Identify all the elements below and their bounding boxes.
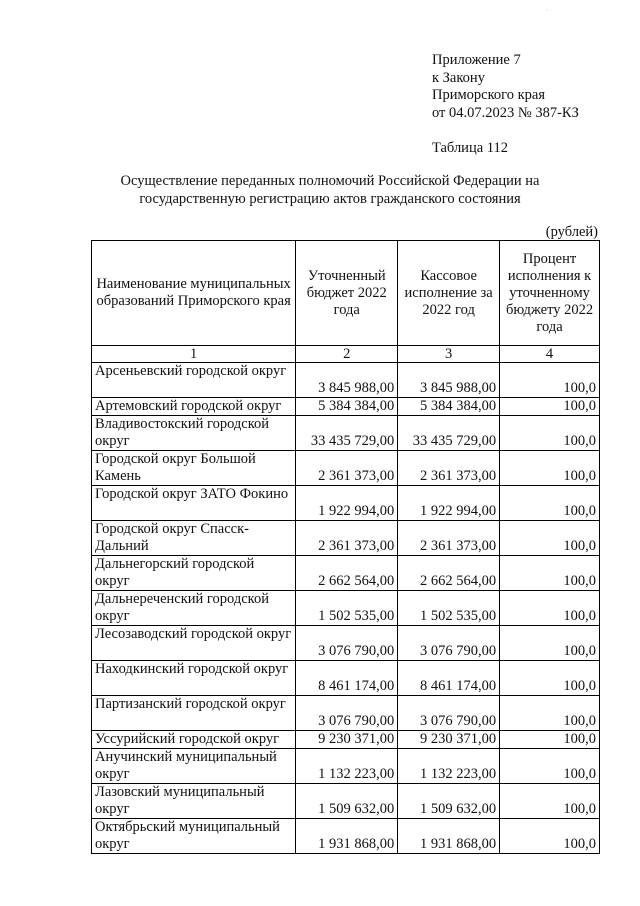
table-row xyxy=(92,486,600,521)
budget-value: 8 461 174,00 xyxy=(296,661,398,696)
table-number: Таблица 112 xyxy=(432,140,508,156)
municipality-name: Дальнереченский городской округ xyxy=(92,591,296,626)
annex-line: от 04.07.2023 № 387-КЗ xyxy=(432,104,579,121)
budget-value: 1 502 535,00 xyxy=(296,591,398,626)
table-row xyxy=(92,451,600,486)
municipality-name: Городской округ ЗАТО Фокино xyxy=(92,486,296,521)
municipality-name: Находкинский городской округ xyxy=(92,661,296,696)
percent-value: 100,0 xyxy=(500,696,600,731)
column-header-execution: Кассовое исполнение за 2022 год xyxy=(398,241,500,346)
table-row xyxy=(92,556,600,591)
annex-reference xyxy=(432,52,579,122)
municipality-name: Артемовский городской округ xyxy=(92,398,296,416)
table-row xyxy=(92,731,600,749)
budget-value: 1 922 994,00 xyxy=(296,486,398,521)
execution-value: 2 361 373,00 xyxy=(398,521,500,556)
budget-table xyxy=(91,240,600,854)
municipality-name: Городской округ Спасск-Дальний xyxy=(92,521,296,556)
table-row xyxy=(92,749,600,784)
percent-value: 100,0 xyxy=(500,591,600,626)
annex-line: Приморского края xyxy=(432,87,546,103)
execution-value: 1 502 535,00 xyxy=(398,591,500,626)
column-number: 2 xyxy=(296,346,398,363)
percent-value: 100,0 xyxy=(500,363,600,398)
title-line: государственную регистрацию актов гражданского состояния xyxy=(139,191,521,207)
percent-value: 100,0 xyxy=(500,486,600,521)
column-number: 3 xyxy=(398,346,500,363)
execution-value: 3 076 790,00 xyxy=(398,626,500,661)
budget-value: 5 384 384,00 xyxy=(296,398,398,416)
table-row xyxy=(92,591,600,626)
percent-value: 100,0 xyxy=(500,626,600,661)
municipality-name: Городской округ Большой Камень xyxy=(92,451,296,486)
annex-line: Приложение 7 xyxy=(432,52,521,68)
column-number-row xyxy=(92,346,600,363)
column-number: 4 xyxy=(500,346,600,363)
budget-value: 2 361 373,00 xyxy=(296,521,398,556)
table-row xyxy=(92,398,600,416)
column-number: 1 xyxy=(92,346,296,363)
municipality-name: Лазовский муниципальный округ xyxy=(92,784,296,819)
column-header-name: Наименование муниципальных образований Приморского края xyxy=(92,241,296,346)
title-line: Осуществление переданных полномочий Российской Федерации на xyxy=(120,173,540,189)
budget-value: 3 076 790,00 xyxy=(296,626,398,661)
percent-value: 100,0 xyxy=(500,749,600,784)
document-title xyxy=(60,172,600,208)
table-row xyxy=(92,363,600,398)
percent-value: 100,0 xyxy=(500,731,600,749)
execution-value: 5 384 384,00 xyxy=(398,398,500,416)
percent-value: 100,0 xyxy=(500,556,600,591)
percent-value: 100,0 xyxy=(500,819,600,854)
execution-value: 2 361 373,00 xyxy=(398,451,500,486)
percent-value: 100,0 xyxy=(500,398,600,416)
percent-value: 100,0 xyxy=(500,784,600,819)
table-row xyxy=(92,521,600,556)
table-row xyxy=(92,416,600,451)
budget-value: 3 845 988,00 xyxy=(296,363,398,398)
table-row xyxy=(92,784,600,819)
municipality-name: Уссурийский городской округ xyxy=(92,731,296,749)
table-row xyxy=(92,626,600,661)
column-header-percent: Процент исполнения к уточненному бюджету 2022 года xyxy=(500,241,600,346)
budget-value: 1 509 632,00 xyxy=(296,784,398,819)
annex-line: к Закону xyxy=(432,69,485,86)
execution-value: 9 230 371,00 xyxy=(398,731,500,749)
column-header-budget: Уточненный бюджет 2022 года xyxy=(296,241,398,346)
budget-value: 9 230 371,00 xyxy=(296,731,398,749)
execution-value: 3 845 988,00 xyxy=(398,363,500,398)
execution-value: 1 931 868,00 xyxy=(398,819,500,854)
budget-value: 3 076 790,00 xyxy=(296,696,398,731)
percent-value: 100,0 xyxy=(500,661,600,696)
execution-value: 1 132 223,00 xyxy=(398,749,500,784)
percent-value: 100,0 xyxy=(500,521,600,556)
municipality-name: Анучинский муниципальный округ xyxy=(92,749,296,784)
execution-value: 2 662 564,00 xyxy=(398,556,500,591)
execution-value: 1 922 994,00 xyxy=(398,486,500,521)
municipality-name: Октябрьский муниципальный округ xyxy=(92,819,296,854)
table-row xyxy=(92,696,600,731)
execution-value: 1 509 632,00 xyxy=(398,784,500,819)
execution-value: 33 435 729,00 xyxy=(398,416,500,451)
municipality-name: Арсеньевский городской округ xyxy=(92,363,296,398)
municipality-name: Владивостокский городской округ xyxy=(92,416,296,451)
budget-value: 1 931 868,00 xyxy=(296,819,398,854)
percent-value: 100,0 xyxy=(500,451,600,486)
budget-value: 1 132 223,00 xyxy=(296,749,398,784)
percent-value: 100,0 xyxy=(500,416,600,451)
municipality-name: Партизанский городской округ xyxy=(92,696,296,731)
municipality-name: Лесозаводский городской округ xyxy=(92,626,296,661)
table-header-row xyxy=(92,241,600,346)
execution-value: 3 076 790,00 xyxy=(398,696,500,731)
municipality-name: Дальнегорский городской округ xyxy=(92,556,296,591)
table-row xyxy=(92,661,600,696)
execution-value: 8 461 174,00 xyxy=(398,661,500,696)
budget-value: 2 662 564,00 xyxy=(296,556,398,591)
scan-dot-mark: · xyxy=(546,8,548,14)
currency-unit: (рублей) xyxy=(545,224,598,240)
table-row xyxy=(92,819,600,854)
budget-value: 2 361 373,00 xyxy=(296,451,398,486)
budget-value: 33 435 729,00 xyxy=(296,416,398,451)
